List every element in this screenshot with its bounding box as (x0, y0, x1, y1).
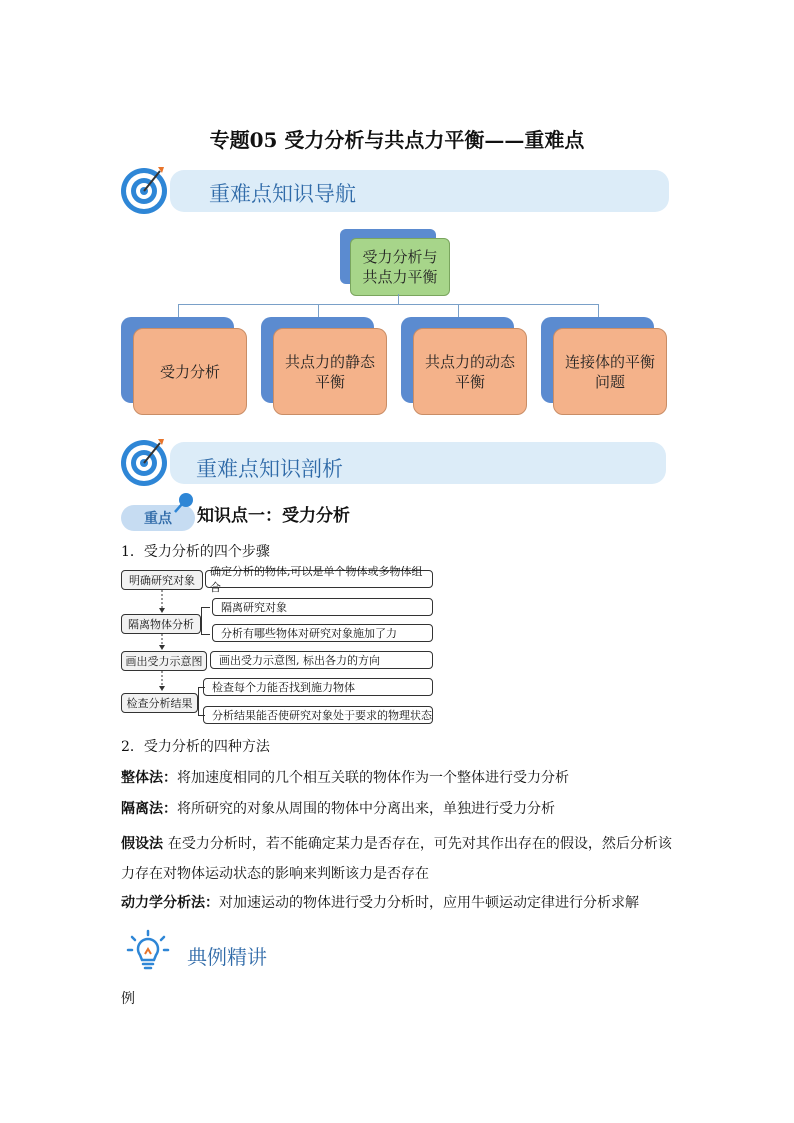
flow-step-2-desc-b: 分析有哪些物体对研究对象施加了力 (212, 624, 433, 642)
method-4 (121, 893, 681, 913)
flow-step-4: 检查分析结果 (121, 693, 198, 713)
method-name: 隔离法 (121, 801, 163, 817)
flow-step-2-desc-a: 隔离研究对象 (212, 598, 433, 616)
lightbulb-icon (126, 929, 170, 973)
mindmap-node-3 (413, 328, 527, 415)
flow-step-3-desc: 画出受力示意图, 标出各力的方向 (210, 651, 433, 669)
connector-horizontal (178, 304, 598, 305)
method-3 (121, 829, 681, 889)
target-icon (120, 165, 170, 215)
flow-step-4-desc-a: 检查每个力能否找到施力物体 (203, 678, 433, 696)
method-sep: ： (163, 801, 177, 817)
mindmap-node-label: 受力分析 (159, 362, 220, 381)
flow-step-2: 隔离物体分析 (121, 614, 201, 634)
method-name: 假设法 (121, 836, 163, 852)
flow-bracket-2 (201, 607, 210, 635)
method-1 (121, 768, 681, 788)
section-title-analysis: 重难点知识剖析 (196, 457, 343, 481)
method-2 (121, 799, 681, 819)
flow-step-1-desc: 确定分析的物体,可以是单个物体或多物体组合 (205, 570, 433, 588)
example-label: 例 (121, 991, 135, 1007)
method-name: 动力学分析法 (121, 895, 205, 911)
steps-heading: 1．受力分析的四个步骤 (121, 544, 270, 560)
mindmap-node-label: 共点力的静态平衡 (284, 352, 375, 391)
section-title-nav: 重难点知识导航 (209, 182, 356, 206)
flow-step-4-desc-b: 分析结果能否使研究对象处于要求的物理状态 (203, 706, 433, 724)
connector-root (398, 294, 399, 304)
key-point-badge: 重点 (121, 505, 195, 531)
method-sep: ： (205, 895, 219, 911)
methods-heading: 2．受力分析的四种方法 (121, 739, 270, 755)
mindmap-node-1 (133, 328, 247, 415)
method-text: 将所研究的对象从周围的物体中分离出来，单独进行受力分析 (177, 801, 555, 817)
pushpin-icon (172, 491, 196, 515)
mindmap-root (350, 238, 450, 296)
page-title: 专题05 受力分析与共点力平衡——重难点 (209, 128, 585, 152)
method-sep: ： (163, 770, 177, 786)
method-text: 在受力分析时，若不能确定某力是否存在，可先对其作出存在的假设，然后分析该力存在对物体运动状态的影响来判断该力是否存在 (121, 836, 672, 882)
method-text: 将加速度相同的几个相互关联的物体作为一个整体进行受力分析 (177, 770, 569, 786)
knowledge-point-title: 知识点一：受力分析 (197, 506, 350, 526)
mindmap-node-label: 共点力的动态平衡 (424, 352, 515, 391)
section-title-examples: 典例精讲 (187, 945, 267, 969)
mindmap-root-label: 受力分析与共点力平衡 (362, 248, 438, 286)
flow-dashed-arrows (150, 588, 170, 698)
flow-step-3: 画出受力示意图 (121, 651, 207, 671)
method-name: 整体法 (121, 770, 163, 786)
method-text: 对加速运动的物体进行受力分析时，应用牛顿运动定律进行分析求解 (219, 895, 639, 911)
mindmap-node-label: 连接体的平衡问题 (564, 352, 655, 391)
target-icon (120, 437, 170, 487)
mindmap-node-2 (273, 328, 387, 415)
flow-step-1: 明确研究对象 (121, 570, 203, 590)
mindmap-node-4 (553, 328, 667, 415)
